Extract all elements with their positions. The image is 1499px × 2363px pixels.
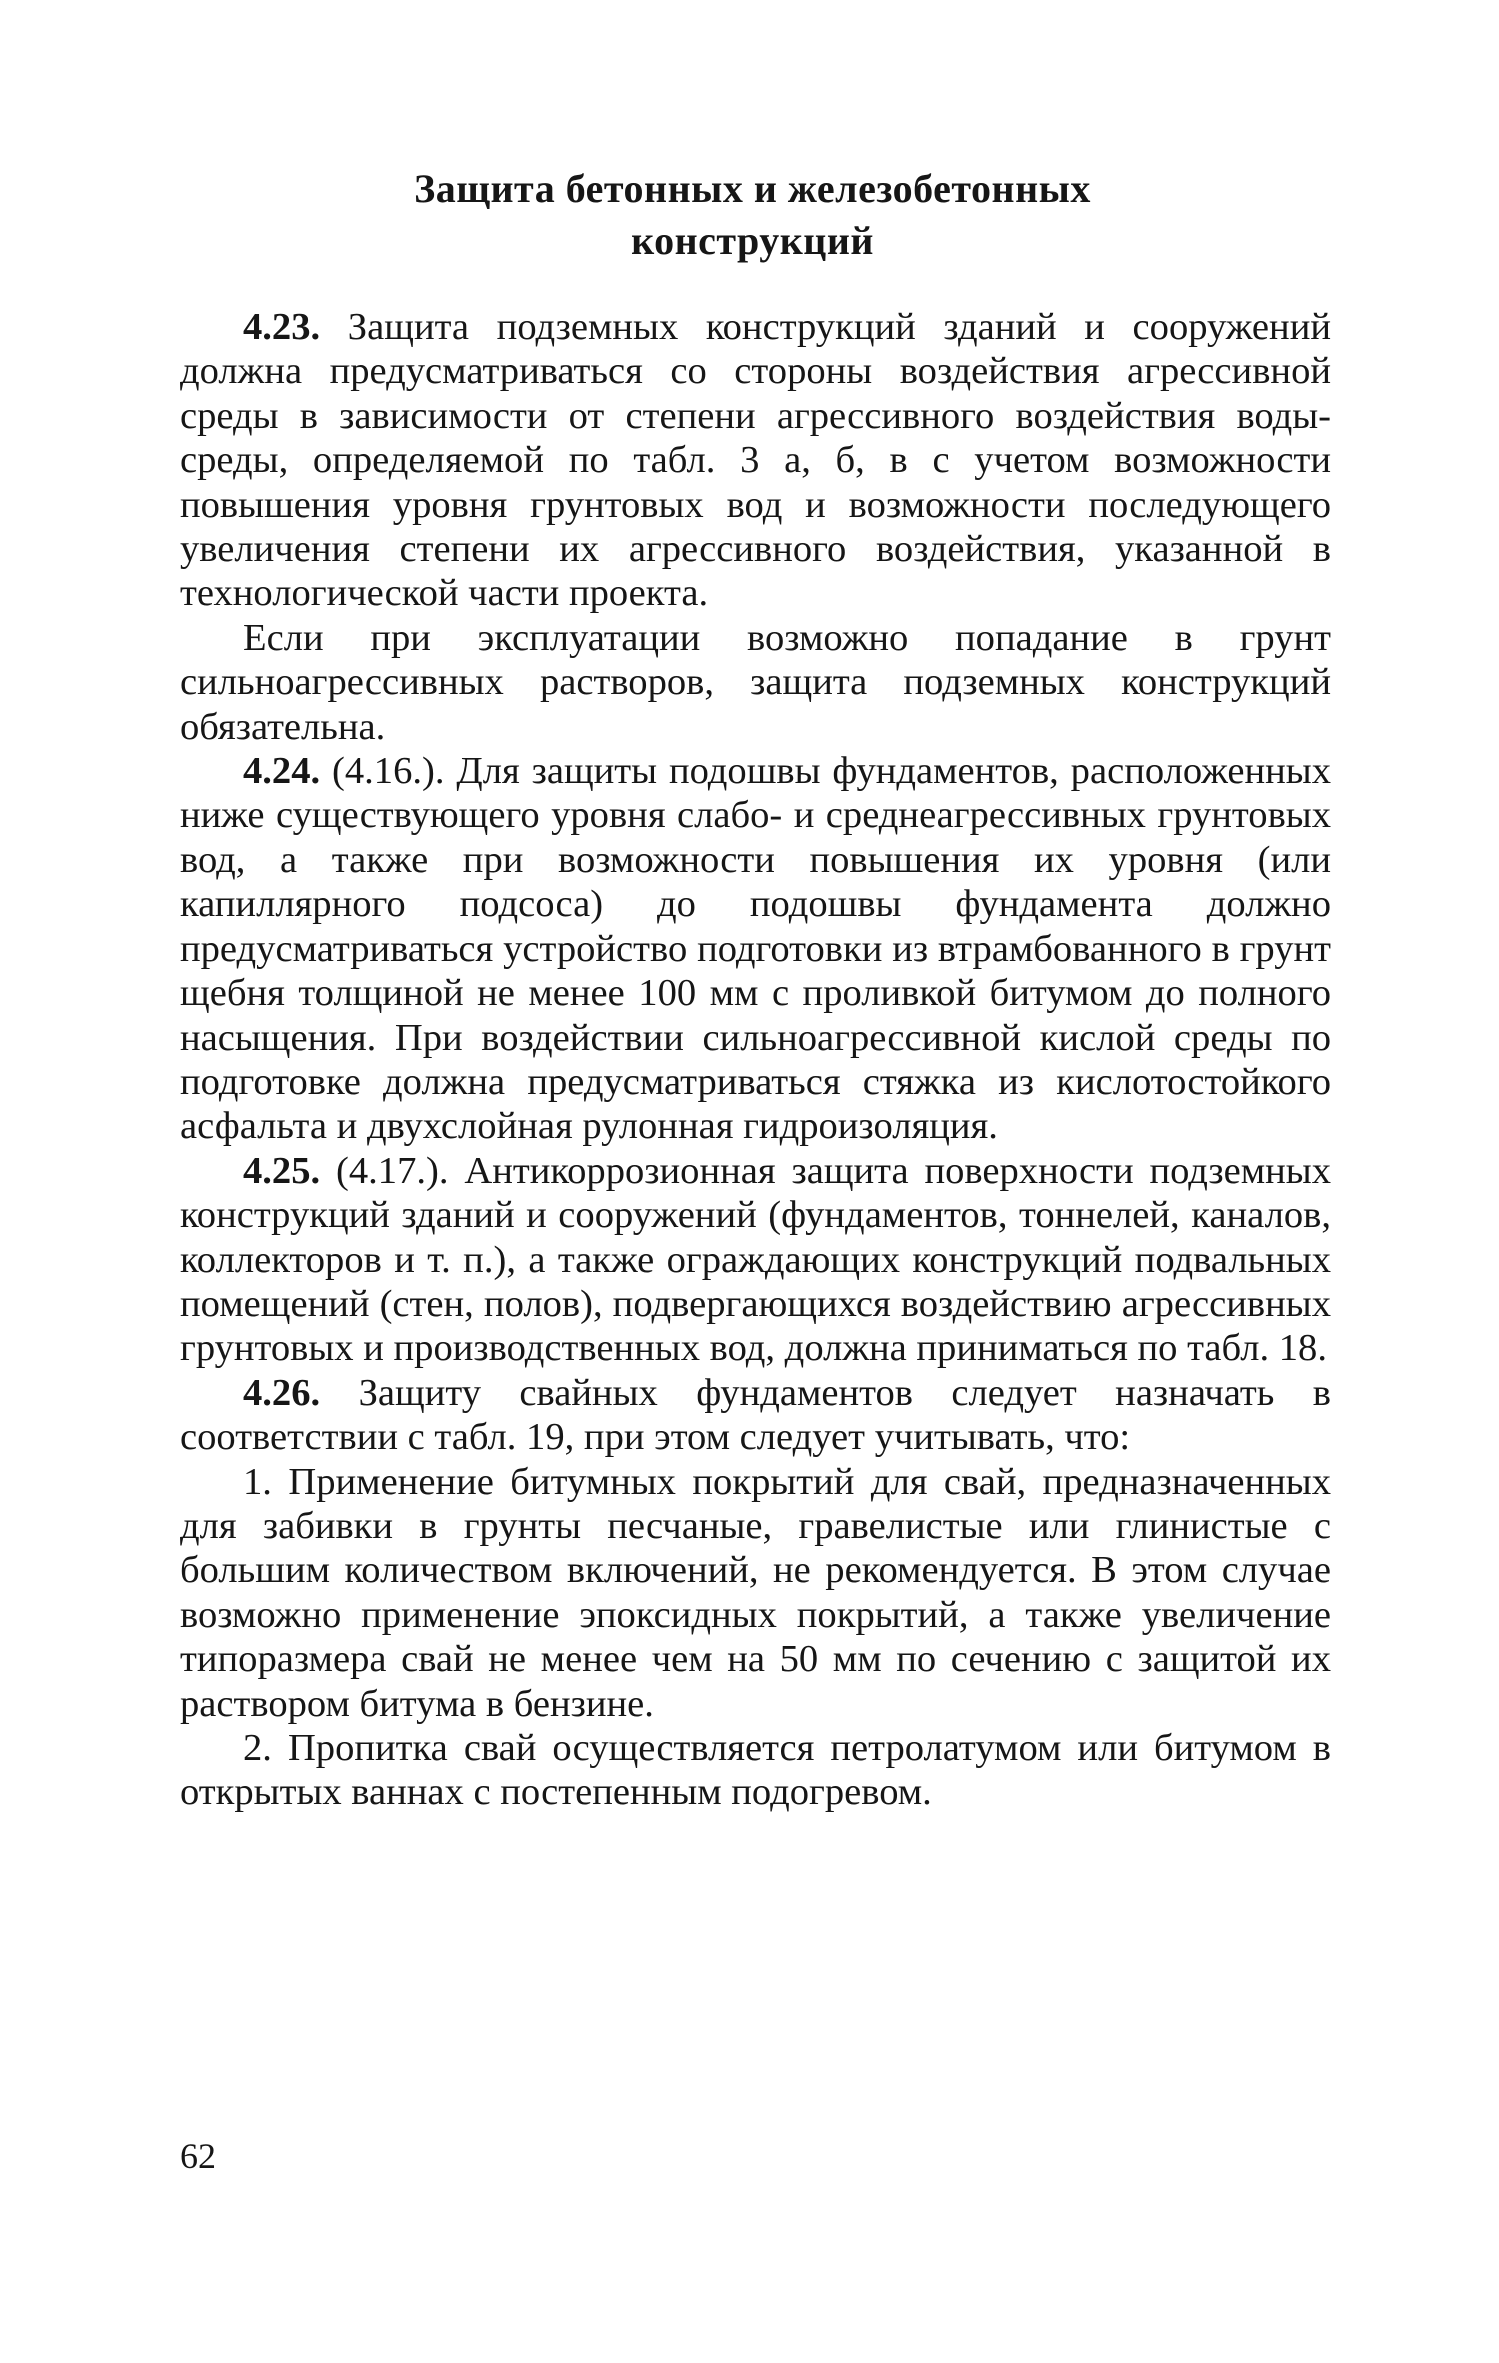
paragraph-number: 4.24. [243, 750, 321, 793]
page-number: 62 [180, 2136, 216, 2176]
paragraph-text: (4.17.). Антикоррозионная защита поверхности подземных конструкций зданий и сооружений (фундаментов, тоннелей, каналов, коллекторов и т. п.), а также ограждающих конструкций подвальных помещений (стен, полов), подвергающихся воздействию агрессивных грунтовых и производственных вод, должна приниматься по табл. 18. [180, 1149, 1331, 1370]
section-heading-line-2: конструкций [631, 218, 874, 263]
list-item-1 [180, 1460, 1331, 1726]
paragraph-number: 4.23. [243, 306, 321, 348]
section-heading-line-1: Защита бетонных и железобетонных [414, 166, 1091, 211]
paragraph-text: Если при эксплуатации возможно попадание в грунт сильноагрессивных растворов, защита подземных конструкций обязательна. [180, 616, 1331, 748]
paragraph-4-23-continued [180, 616, 1331, 749]
body-text [180, 305, 1331, 1815]
paragraph-text: Защита подземных конструкций зданий и сооружений должна предусматриваться со стороны воздействия агрессивной среды в зависимости от степени агрессивного воздействия воды-среды, определяемой по табл. 3 а, б, в с учетом возможности повышения уровня грунтовых вод и возможности последующего увеличения степени их агрессивного воздействия, указанной в технологической части проекта. [180, 306, 1331, 615]
paragraph-text: Защиту свайных фундаментов следует назначать в соответствии с табл. 19, при этом следует учитывать, что: [180, 1371, 1331, 1459]
paragraph-number: 4.26. [243, 1371, 321, 1414]
list-item-text: 2. Пропитка свай осуществляется петролатумом или битумом в открытых ваннах с постепенным подогревом. [180, 1727, 1331, 1814]
list-item-2 [180, 1726, 1331, 1815]
paragraph-4-25 [180, 1149, 1331, 1371]
section-heading [180, 163, 1325, 267]
paragraph-number: 4.25. [243, 1149, 321, 1192]
list-item-text: 1. Применение битумных покрытий для свай, предназначенных для забивки в грунты песчаные, гравелистые или глинистые с большим количеством включений, не рекомендуется. В этом случае возможно применение эпоксидных покрытий, а также увеличение типоразмера свай не менее чем на 50 мм по сечению с защитой их раствором битума в бензине. [180, 1460, 1331, 1725]
paragraph-4-26 [180, 1371, 1331, 1460]
paragraph-4-24 [180, 749, 1331, 1149]
paragraph-4-23 [180, 305, 1331, 616]
paragraph-text: (4.16.). Для защиты подошвы фундаментов, расположенных ниже существующего уровня слабо- и среднеагрессивных грунтовых вод, а также при возможности повышения их уровня (или капиллярного подсоса) до подошвы фундамента должно предусматриваться устройство подготовки из втрамбованного в грунт щебня толщиной не менее 100 мм с проливкой битумом до полного насыщения. При воздействии сильноагрессивной кислой среды по подготовке должна предусматриваться стяжка из кислотостойкого асфальта и двухслойная рулонная гидроизоляция. [180, 750, 1331, 1148]
